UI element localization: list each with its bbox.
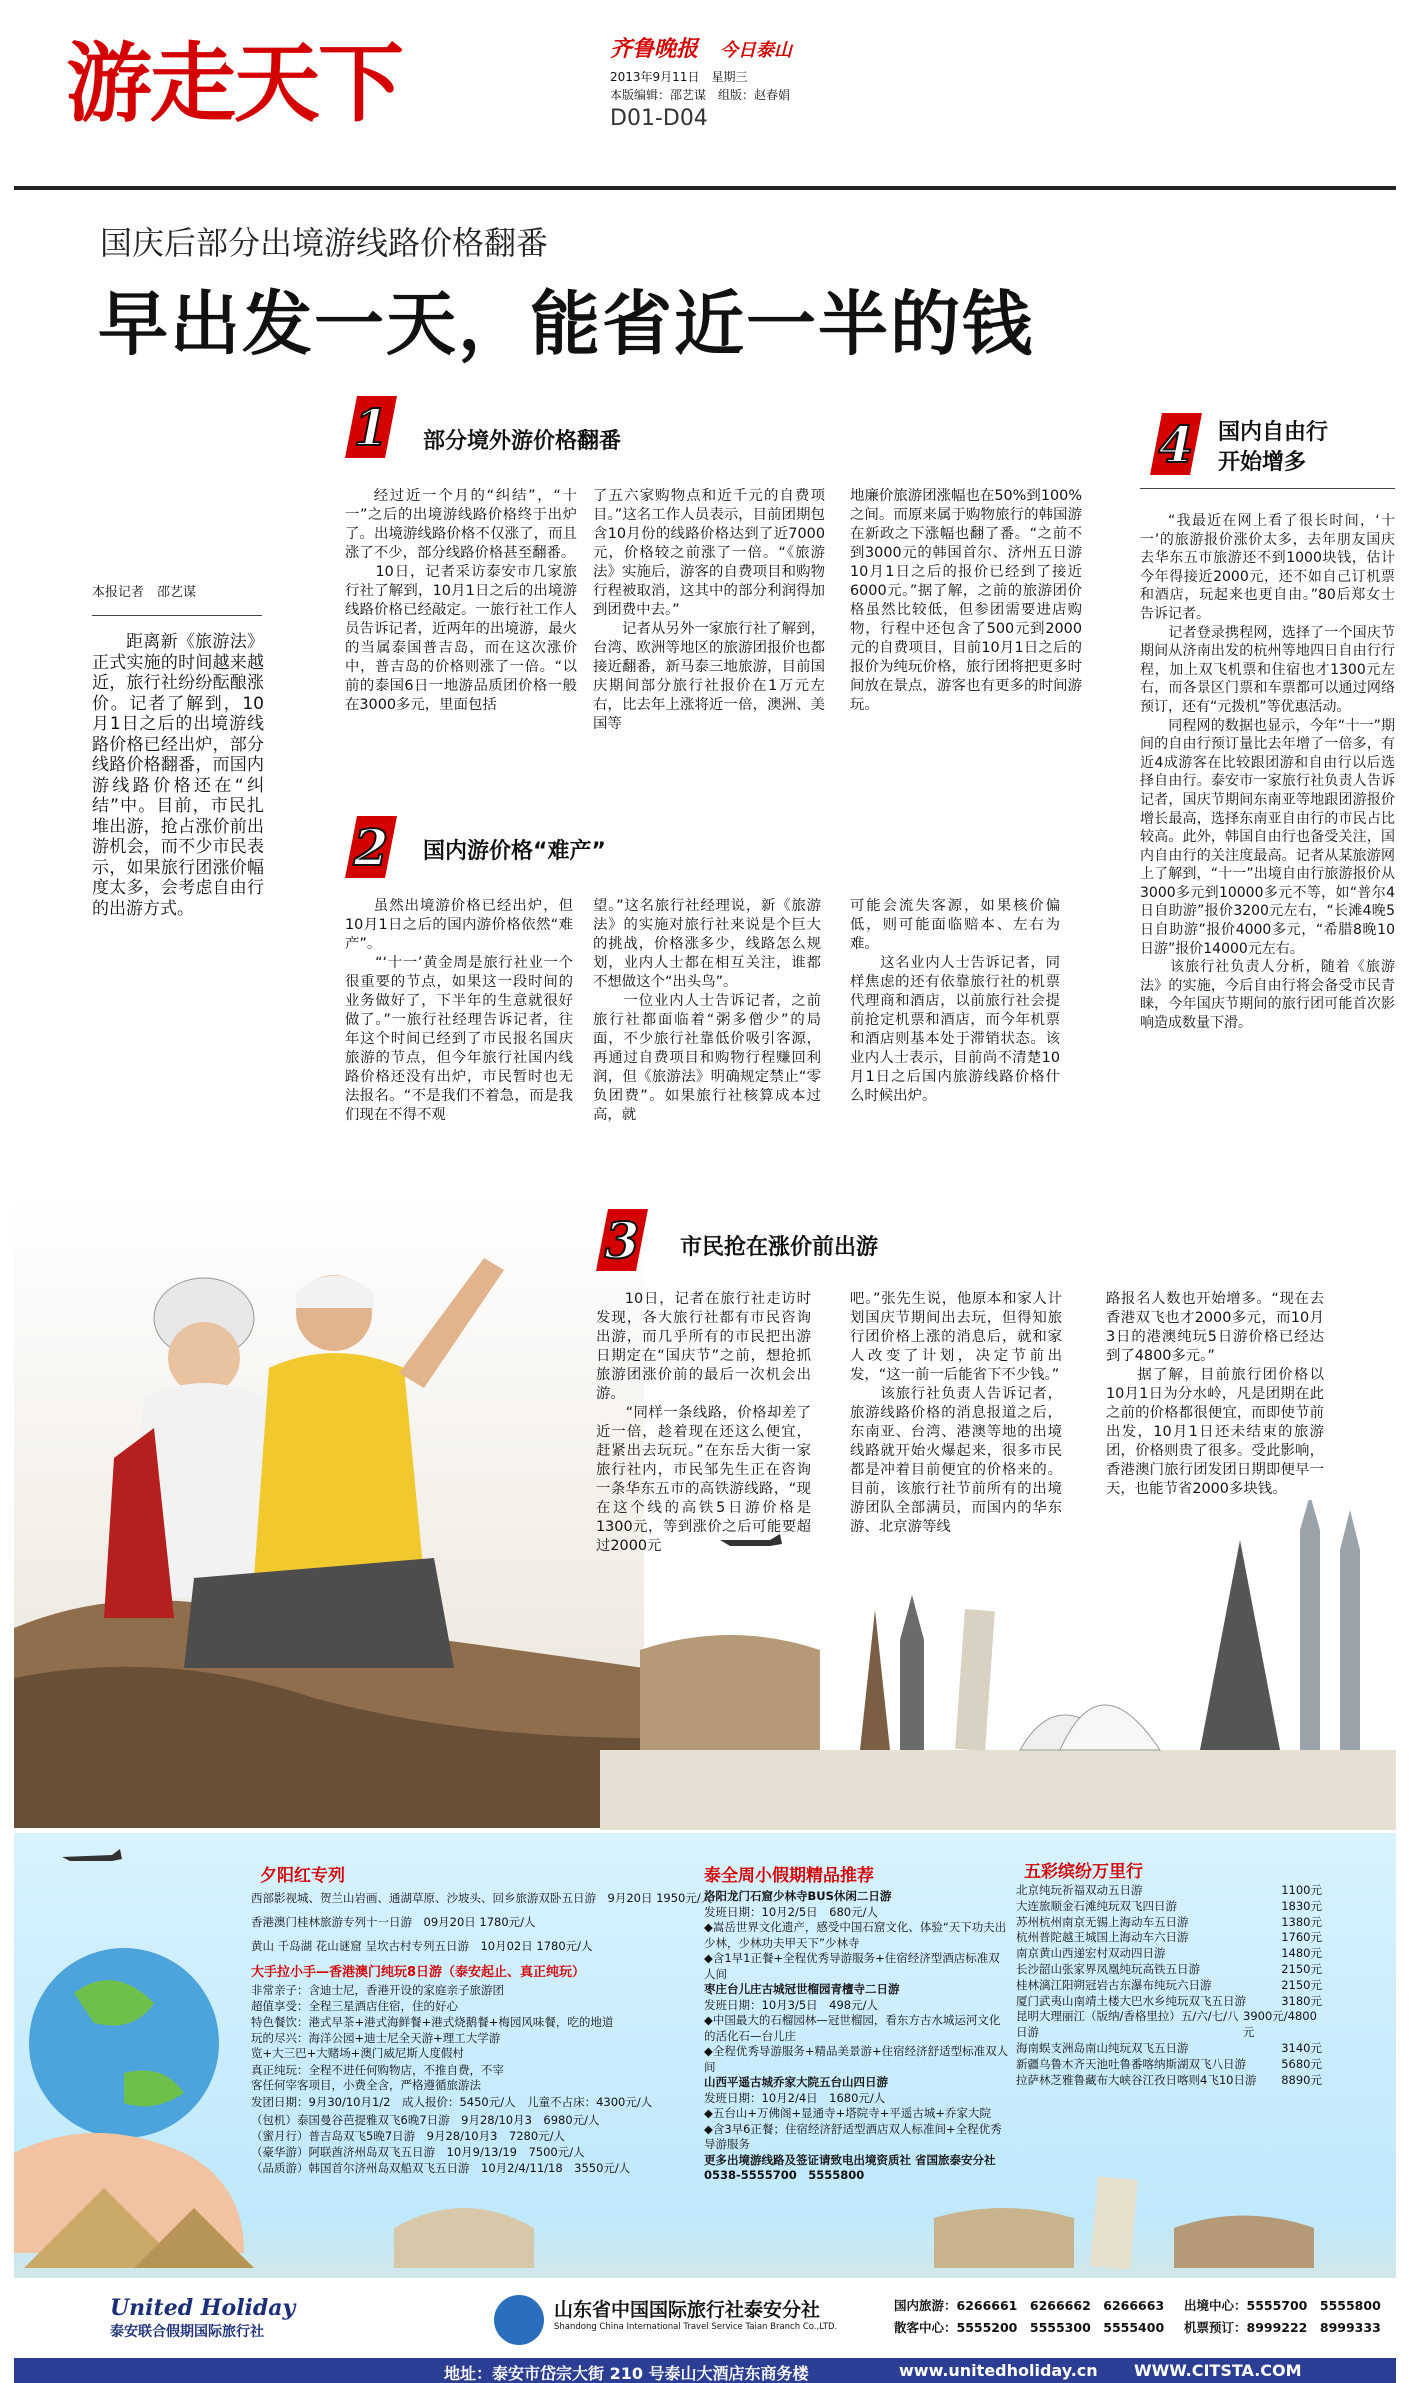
route-row: [1016, 1915, 1322, 1931]
weekend-line: 发班日期：10月3/5日 498元/人: [704, 1997, 878, 2012]
route-row: [1016, 1962, 1322, 1978]
section-3-col-1: 10日，记者在旅行社走访时发现，各大旅行社都有市民咨询出游，而几乎所有的市民把出游日期定在“国庆节”之前，想抢抓旅游团涨价前的最后一次机会出游。 “同样一条线路，价格却差了近一倍，趁着现在还这么便宜，赶紧出去玩玩。”在东岳大街一家旅行社内，市民邹先生正在咨询一条华东五市的高铁游线路，“现在这个线的高铁5日游价格是1300元，等到涨价之后可能要超过2000元: [596, 1291, 811, 1554]
route-row: [1016, 1883, 1322, 1899]
weekend-line: 发班日期：10月2/5日 680元/人: [704, 1904, 878, 1919]
section-1-col-3: 地廉价旅游团涨幅也在50%到100%之间。而原来属于购物旅行的韩国游在新政之下涨幅也翻了番。“之前不到3000元的韩国首尔、济州五日游10月1日之后的报价已经到了接近6000元。”据了解，之前的旅游团价格虽然比较低，但参团需要进店购物，行程中还包含了500元到2000元的自费项目，目前10月1日之后的报价为纯玩价格，旅行团将把更多时间放在景点，游客也有更多的时间游玩。: [850, 488, 1082, 713]
route-row: [1016, 2009, 1322, 2041]
page-range: D01-D04: [610, 106, 708, 131]
route-name: 昆明大理丽江（版纳/香格里拉）五/六/七/八日游: [1016, 2009, 1239, 2040]
parent-child-detail-3: 特色餐饮：港式早茶+港式海鲜餐+港式烧鹅餐+梅园风味餐，吃的地道: [251, 2015, 614, 2029]
route-name: 北京纯玩祈福双动五日游: [1016, 1883, 1143, 1897]
outbound-offer-1: （包机）泰国曼谷芭提雅双飞6晚7日游 9月28/10月3 6980元/人: [251, 2113, 600, 2127]
weekend-line: ◆含1早1正餐+全程优秀导游服务+住宿经济型酒店标准双人间: [704, 1951, 1000, 1981]
section-number-1: 1: [345, 396, 397, 458]
weekend-line: 更多出境游线路及签证请致电出境资质社 省国旅泰安分社: [704, 2152, 996, 2167]
route-price: 3140元: [1281, 2040, 1322, 2055]
domestic-routes-title: 五彩缤纷万里行: [1024, 1862, 1143, 1882]
route-price: 2150元: [1281, 1961, 1322, 1976]
contact-outbound: 出境中心：5555700 5555800: [1184, 2298, 1381, 2313]
domestic-routes-list: [1016, 1883, 1322, 2088]
contact-domestic: 国内旅游：6266661 6266662 6266663: [894, 2298, 1165, 2313]
weekend-line: ◆全程优秀导游服务+精品美景游+住宿经济舒适型标准双人间: [704, 2044, 1009, 2074]
contact-tickets: 机票预订：8999222 8999333: [1184, 2320, 1381, 2335]
route-name: 新疆乌鲁木齐天池吐鲁番喀纳斯湖双飞八日游: [1016, 2056, 1246, 2071]
website-united[interactable]: www.unitedholiday.cn: [899, 2361, 1098, 2380]
parent-child-tour-title: 大手拉小手—香港澳门纯玩8日游（泰安起止、真正纯玩）: [251, 1965, 586, 1980]
section-2-col-3: 可能会流失客源，如果核价偏低，则可能面临赔本、左右为难。 这名业内人士告诉记者，同样焦虑的还有依靠旅行社的机票代理商和酒店，以前旅行社会提前抢定机票和酒店，而今年机票和酒店则基本处于滞销状态。该业内人士表示，目前尚不清楚10月1日之后国内旅游线路价格什么时候出炉。: [850, 898, 1060, 1104]
headline-main: 早出发一天，能省近一半的钱: [98, 283, 1034, 365]
sunset-train-title: 夕阳红专列: [260, 1866, 345, 1886]
cits-name: [554, 2295, 837, 2332]
parent-child-detail-1: 非常亲子：含迪士尼，香港开设的家庭亲子旅游团: [251, 1983, 504, 1997]
route-row: [1016, 2073, 1322, 2089]
section-number-3: 3: [596, 1209, 648, 1271]
united-holiday-logo: [110, 2295, 295, 2341]
parent-child-detail-2: 超值享受：全程三星酒店住宿，住的好心: [251, 1999, 458, 2013]
united-holiday-cn: 泰安联合假期国际旅行社: [110, 2324, 264, 2340]
route-price: 1830元: [1281, 1898, 1322, 1913]
united-holiday-name: United Holiday: [110, 2295, 296, 2321]
route-price: 1760元: [1281, 1930, 1322, 1945]
cits-logo: [494, 2295, 544, 2345]
weekend-line: 发班日期：10月2/4日 1680元/人: [704, 2090, 886, 2105]
section-title-1: 部分境外游价格翻番: [423, 429, 622, 454]
weekend-line: ◆五台山+万佛阁+显通寺+塔院寺+平遥古城+乔家大院: [704, 2106, 992, 2120]
route-row: [1016, 1994, 1322, 2010]
weekend-picks-list: [704, 1889, 1009, 2184]
weekend-picks-title: 泰全周小假期精品推荐: [704, 1866, 874, 1886]
route-price: 8890元: [1281, 2072, 1322, 2087]
section-3-col-2: 吧。”张先生说，他原本和家人计划国庆节期间出去玩，但得知旅行团价格上涨的消息后，就和家人改变了计划，决定节前出发，“这一前一后能省下不少钱。” 该旅行社负责人告诉记者，旅游线路价格的消息报道之后，东南亚、台湾、港澳等地的出境线路就开始火爆起来，很多市民都是冲着目前便宜的价格来的。目前，该旅行社节前所有的出境游团队全部满员，而国内的华东游、北京游等线: [850, 1291, 1062, 1535]
section-title-2: 国内游价格“难产”: [423, 839, 606, 864]
section-2-col-1: 虽然出境游价格已经出炉，但10月1日之后的国内游价格依然“难产”。 “‘十一’黄金周是旅行社业一个很重要的节点，如果这一段时间的业务做好了，下半年的生意就很好做了。”一旅行社经理告诉记者，往年这个时间已经到了市民报名国庆旅游的节点，但今年旅行社国内线路价格还没有出炉，市民暂时也无法报名。“不是我们不着急，而是我们现在不得不观: [345, 898, 573, 1123]
travel-couple-photo: [14, 1198, 644, 1828]
headline-kicker: 国庆后部分出境游线路价格翻番: [100, 224, 549, 262]
route-row: [1016, 1978, 1322, 1994]
address: 地址：泰安市岱宗大街 210 号泰山大酒店东商务楼: [444, 2364, 809, 2383]
section-number-2: 2: [345, 816, 397, 878]
weekend-line: ◆中国最大的石榴园林—冠世榴园，看东方古水城运河文化的活化石—台儿庄: [704, 2013, 1001, 2043]
lead-rule: [92, 615, 262, 616]
route-row: [1016, 2057, 1322, 2073]
issue-date: 2013年9月11日 星期三: [610, 70, 748, 84]
route-name: 大连旅顺金石滩纯玩双飞四日游: [1016, 1898, 1177, 1913]
route-name: 苏州杭州南京无锡上海动车五日游: [1016, 1914, 1189, 1929]
sunset-line-1: 西部影视城、贺兰山岩画、通湖草原、沙坡头、回乡旅游双卧五日游 9月20日 1950元/人: [251, 1891, 713, 1905]
byline: 本报记者 邵艺谋: [92, 585, 197, 600]
section-title-4: 国内自由行开始增多: [1218, 420, 1329, 475]
weekend-line: 0538-5555700 5555800: [704, 2168, 865, 2182]
route-name: 厦门武夷山南靖土楼大巴水乡纯玩双飞五日游: [1016, 1993, 1246, 2008]
section-2-col-2: 望。”这名旅行社经理说，新《旅游法》的实施对旅行社来说是个巨大的挑战，价格涨多少，线路怎么规划，业内人士都在相互关注，谁都不想做这个“出头鸟”。 一位业内人士告诉记者，之前旅行社都面临着“粥多僧少”的局面，不少旅行社靠低价吸引客源，再通过自费项目和购物行程赚回利润，但《旅游法》明确规定禁止“零负团费”。如果旅行社核算成本过高，就: [593, 898, 821, 1123]
route-row: [1016, 2041, 1322, 2057]
section-3-col-3: 路报名人数也开始增多。“现在去香港双飞也才2000多元，而10月3日的港澳纯玩5日游价格已经达到了4800多元。” 据了解，目前旅行团价格以10月1日为分水岭，凡是团期在此之前的价格都很便宜，而即使节前出发，10月1日还未结束的旅游团，价格则贵了很多。受此影响，香港澳门旅行团发团日期即便早一天，也能节省2000多块钱。: [1106, 1291, 1324, 1497]
weekend-line: 枣庄台儿庄古城冠世榴园青檀寺二日游: [704, 1982, 900, 1996]
section-4-body: “我最近在网上看了很长时间，‘十一’的旅游报价涨价太多，去年朋友国庆去华东五市旅游还不到1000块钱，估计今年得接近2000元，还不如自己订机票和酒店，玩起来也更自由。”80后郑女士告诉记者。 记者登录携程网，选择了一个国庆节期间从济南出发的杭州等地四日自由行行程，加上双飞机票和住宿也才1300元左右，而各景区门票和车票都可以通过网络预订，还有“元拨机”等优惠活动。 同程网的数据也显示，今年“十一”期间的自由行预订量比去年增了一倍多，有近4成游客在比较跟团游和自由行以后选择自由行。泰安市一家旅行社负责人告诉记者，国庆节期间东南亚等地跟团游报价增长最高，选择东南亚自由行的市民占比较高。此外，韩国自由行也备受关注，国内自由行的关注度最高。记者从某旅游网上了解到，“十一”出境自由行旅游报价从3000多元到10000多元不等，如“普尔4日自助游”报价3200元左右，“长滩4晚5日自助游”报价4000多元，“希腊8晚10日游”报价14000元左右。 该旅行社负责人分析，随着《旅游法》的实施，今后自由行将会备受市民青睐，今年国庆节期间的旅行团可能首次影响造成数量下滑。: [1140, 513, 1395, 1032]
route-price: 3180元: [1281, 1993, 1322, 2008]
website-cits[interactable]: WWW.CITSTA.COM: [1134, 2361, 1302, 2380]
route-price: 2150元: [1281, 1977, 1322, 1992]
route-row: [1016, 1930, 1322, 1946]
paper-brand: 齐鲁晚报 今日泰山: [610, 36, 793, 62]
parent-child-detail-4: 玩的尽兴：海洋公园+迪士尼全天游+理工大学游览+大三巴+大赌场+澳门威尼斯人度假村: [251, 2031, 501, 2060]
weekend-line: 山西平遥古城乔家大院五台山四日游: [704, 2075, 888, 2089]
route-price: 1380元: [1281, 1914, 1322, 1929]
edition-name: 今日泰山: [720, 40, 793, 61]
section-title-3: 市民抢在涨价前出游: [680, 1235, 879, 1260]
section-1-col-2: 了五六家购物点和近千元的自费项目。”这名工作人员表示，目前团期包含10月份的线路价格达到了近7000元，价格较之前涨了一倍。“《旅游法》实施后，游客的自费项目和购物行程被取消，这其中的部分利润得加到团费中去。” 记者从另外一家旅行社了解到，台湾、欧洲等地区的旅游团报价也都接近翻番，新马泰三地旅游，目前国庆期间部分旅行社报价在1万元左右，比去年上涨将近一倍，澳洲、美国等: [593, 488, 825, 732]
weekend-line: ◆嵩岳世界文化遗产，感受中国石窟文化、体验“天下功夫出少林，少林功夫甲天下”少林寺: [704, 1920, 1007, 1950]
masthead-rule: [14, 186, 1396, 190]
route-price: 3900元/4800元: [1243, 2009, 1317, 2040]
world-landmarks-illustration: [600, 1500, 1396, 1830]
contact-walkin: 散客中心：5555200 5555300 5555400: [894, 2320, 1165, 2335]
outbound-offer-4: （品质游）韩国首尔济州岛双船双飞五日游 10月2/4/11/18 3550元/人: [251, 2161, 631, 2175]
outbound-offer-3: （豪华游）阿联酋济州岛双飞五日游 10月9/13/19 7500元/人: [251, 2145, 585, 2159]
route-name: 桂林漓江阳朔冠岩古东瀑布纯玩六日游: [1016, 1977, 1212, 1992]
outbound-offer-2: （蜜月行）普吉岛双飞5晚7日游 9月28/10月3 7280元/人: [251, 2129, 566, 2143]
cits-name-cn: 山东省中国国际旅行社泰安分社: [554, 2299, 821, 2321]
route-price: 1480元: [1281, 1946, 1322, 1961]
airplane-icon: [62, 1847, 122, 1867]
route-name: 长沙韶山张家界凤凰纯玩高铁五日游: [1016, 1961, 1200, 1976]
editor-credit: 本版编辑：邵艺谋 组版：赵春娟: [610, 88, 791, 102]
route-row: [1016, 1899, 1322, 1915]
route-row: [1016, 1946, 1322, 1962]
parent-child-detail-6: 发团日期：9月30/10月1/2 成人报价：5450元/人 儿童不占床：4300元/人: [251, 2095, 653, 2109]
sunset-line-2: 香港澳门桂林旅游专列十一日游 09月20日 1780元/人: [251, 1915, 536, 1929]
route-price: 1100元: [1281, 1883, 1322, 1897]
section-4-rule: [1140, 488, 1395, 489]
ad-landmarks-strip: [14, 2168, 1396, 2278]
route-name: 南京黄山西递宏村双动四日游: [1016, 1946, 1166, 1961]
section-number-4: 4: [1150, 413, 1202, 475]
route-name: 拉萨林芝雅鲁藏布大峡谷江孜日喀则4飞10日游: [1016, 2072, 1257, 2087]
cits-name-en: Shandong China International Travel Service Taian Branch Co.,LTD.: [554, 2322, 838, 2332]
parent-child-detail-5: 真正纯玩：全程不进任何购物店，不推自费，不宰客任何宰客项目，小费全含，严格遵循旅游法: [251, 2063, 504, 2092]
weekend-line: ◆含3早6正餐；住宿经济舒适型酒店双人标准间+全程优秀导游服务: [704, 2121, 1002, 2151]
route-name: 海南蜈支洲岛南山纯玩双飞五日游: [1016, 2040, 1189, 2055]
route-price: 5680元: [1281, 2056, 1322, 2071]
route-name: 杭州普陀越王城国上海动车六日游: [1016, 1930, 1189, 1945]
weekend-line: 洛阳龙门石窟少林寺BUS休闲二日游: [704, 1889, 892, 1903]
travel-advertisement: [14, 1833, 1396, 2383]
masthead-title: 游走天下: [66, 33, 402, 134]
lead-paragraph: 距离新《旅游法》正式实施的时间越来越近，旅行社纷纷酝酿涨价。记者了解到，10月1日之后的出境游线路价格已经出炉，部分线路价格翻番，而国内游线路价格还在“纠结”中。目前，市民扎堆出游，抢占涨价前出游机会，而不少市民表示，如果旅行团涨价幅度太多，会考虑自由行的出游方式。: [92, 632, 264, 919]
section-1-col-1: 经过近一个月的“纠结”，“十一”之后的出境游线路价格终于出炉了。出境游线路价格不仅涨了，而且涨了不少，部分线路价格甚至翻番。 10日，记者采访泰安市几家旅行社了解到，10月1日之后的出境游线路价格已经敲定。一旅行社工作人员告诉记者，近两年的出境游，最火的当属泰国普吉岛，而在这次涨价中，普吉岛的价格则涨了一倍。“以前的泰国6日一地游品质团价格一般在3000多元，里面包括: [345, 488, 577, 713]
sunset-line-3: 黄山 千岛湖 花山谜窟 呈坎古村专列五日游 10月02日 1780元/人: [251, 1939, 593, 1953]
